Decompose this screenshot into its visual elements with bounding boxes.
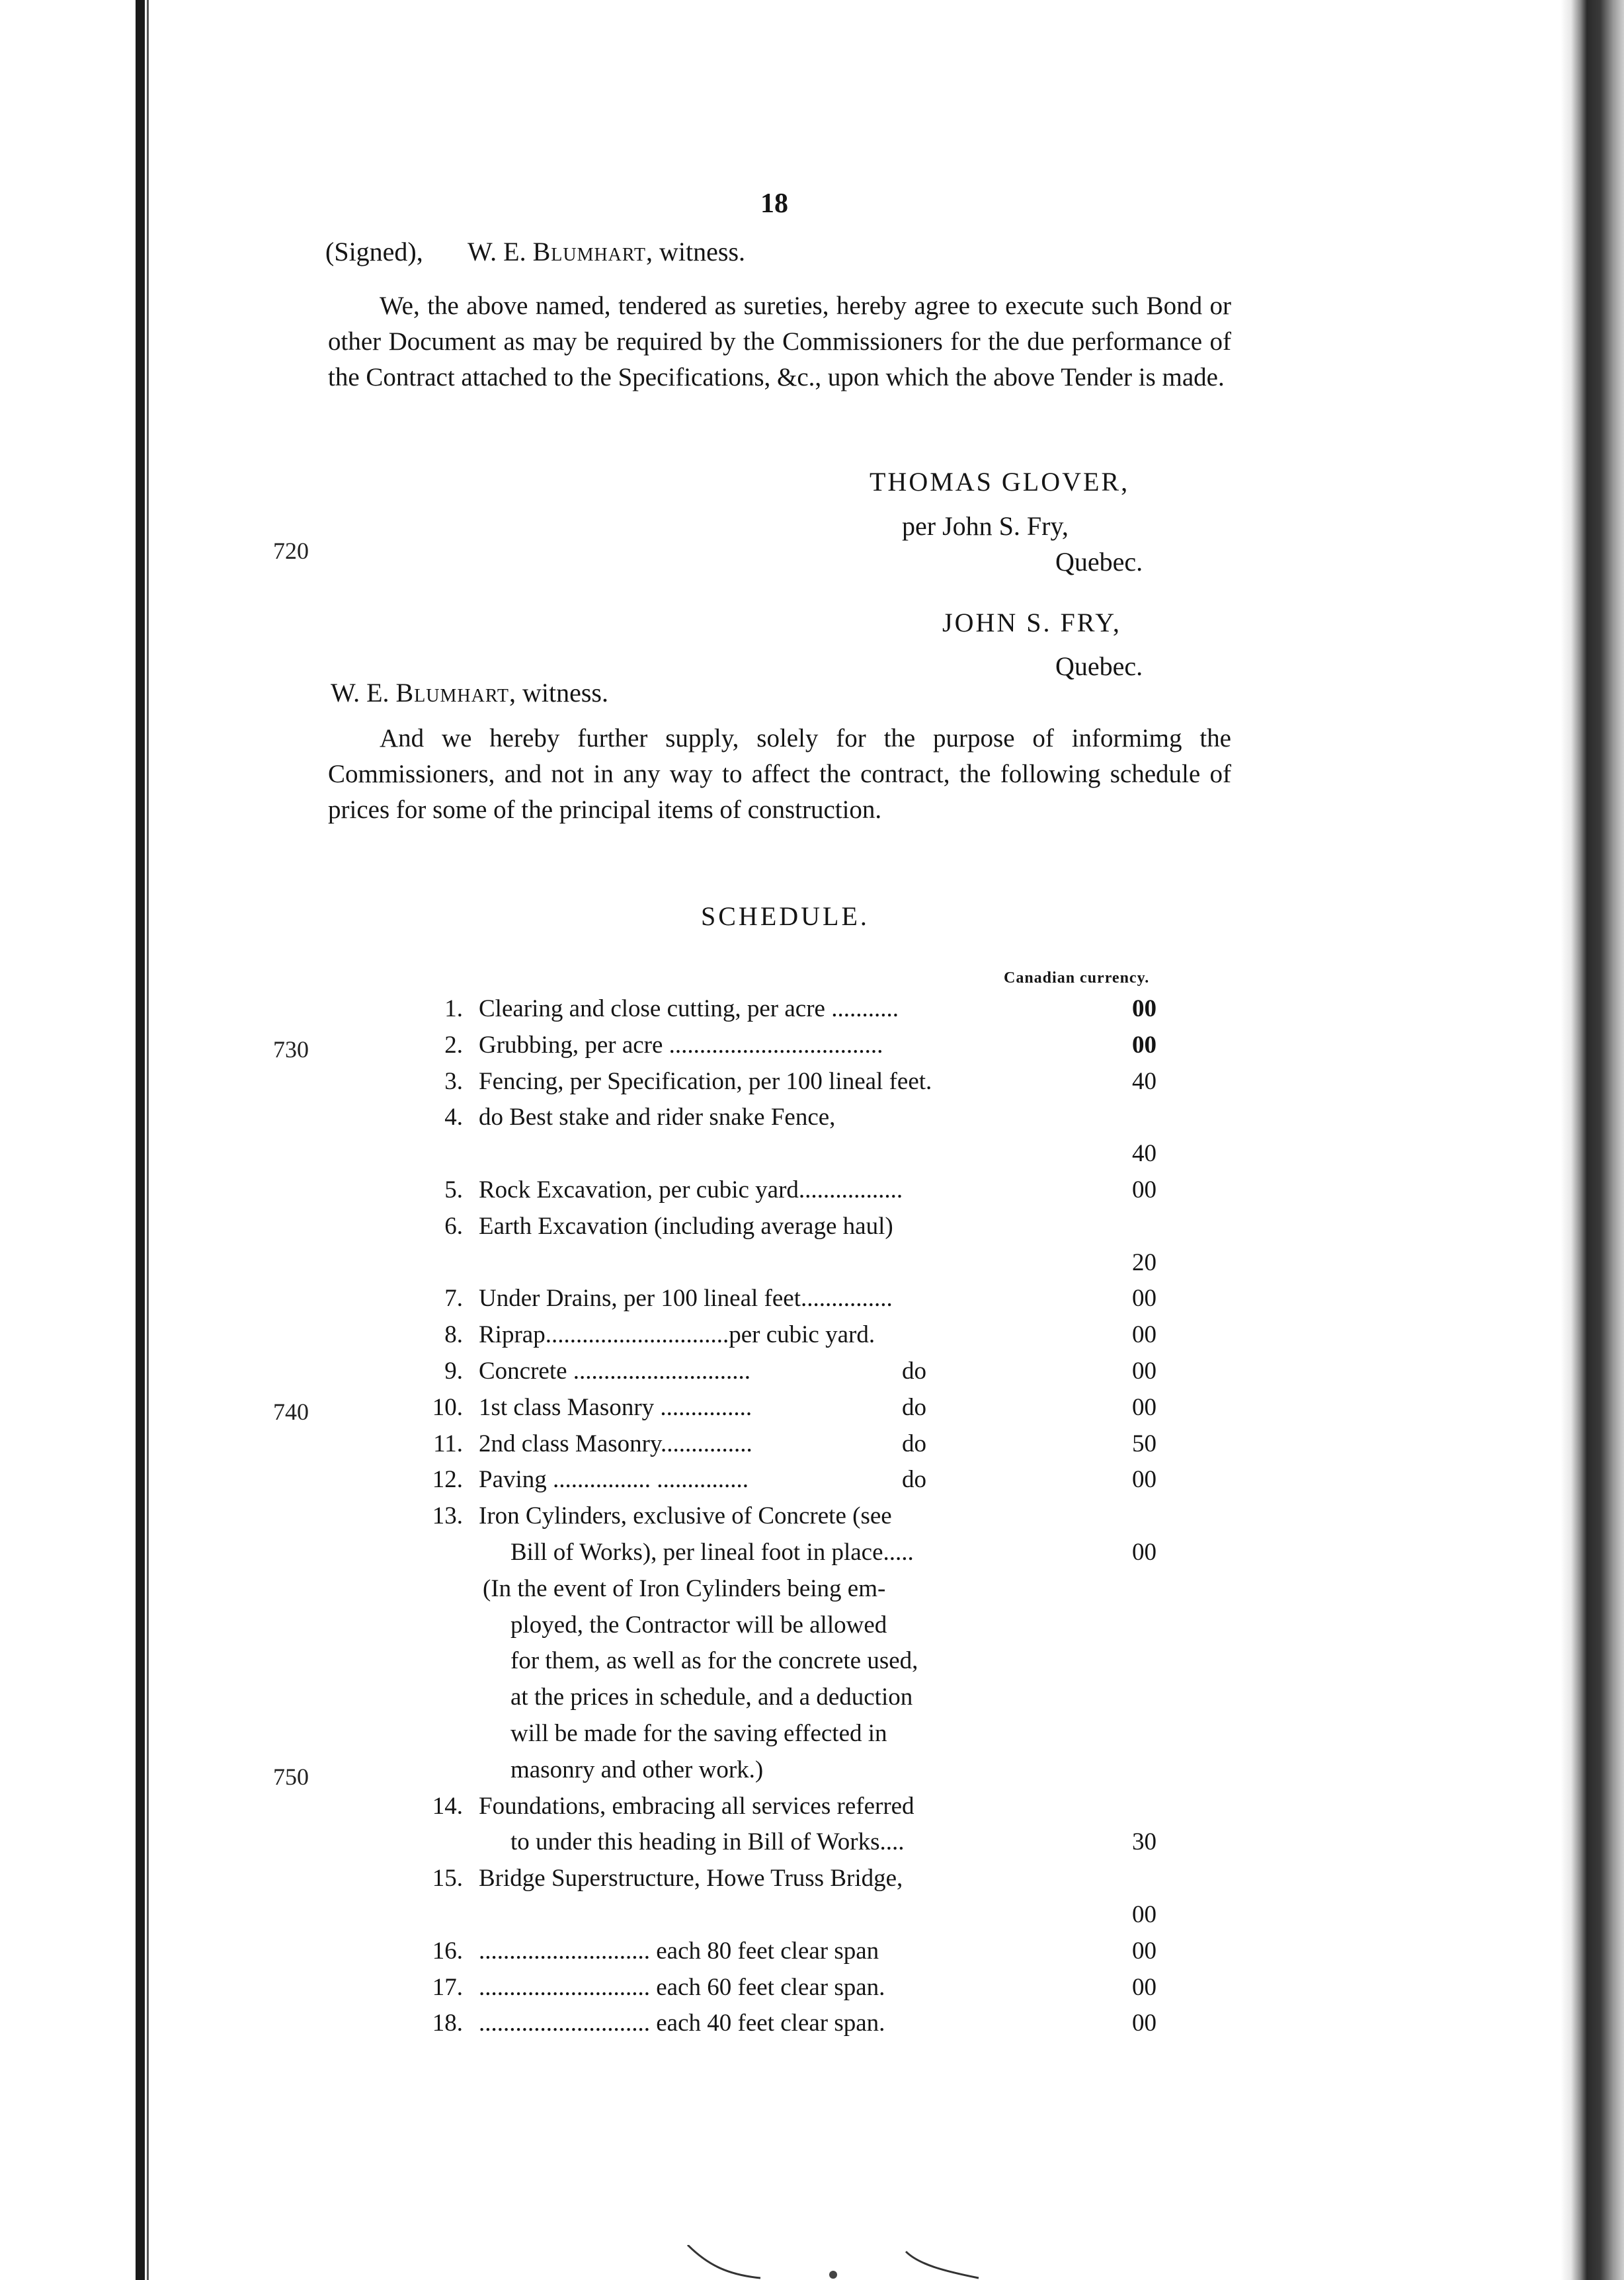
signature-john-fry: JOHN S. FRY, xyxy=(942,608,1121,637)
schedule-item-text: ............................ each 60 feet clear span. xyxy=(479,1973,885,2001)
schedule-amount-cents: 00 xyxy=(1132,1321,1157,1349)
scan-binding-edge xyxy=(136,0,145,2280)
schedule-item-text: 1st class Masonry ............... xyxy=(479,1393,752,1421)
schedule-ditto-mark: do xyxy=(902,1430,926,1457)
schedule-item-number: 7. xyxy=(444,1285,463,1313)
scan-page-edge xyxy=(1561,0,1624,2280)
schedule-ditto-mark: do xyxy=(902,1393,926,1421)
schedule-item-number: 10. xyxy=(432,1393,463,1421)
schedule-item-number: 6. xyxy=(444,1212,463,1240)
scan-binding-shadow xyxy=(147,0,149,2280)
schedule-amount-cents: 50 xyxy=(1132,1430,1157,1457)
signature-1-place: Quebec. xyxy=(1055,547,1143,577)
witness-suffix: , witness. xyxy=(508,678,608,708)
schedule-item-text: Paving ................ ............... xyxy=(479,1466,749,1494)
schedule-amount-cents: 20 xyxy=(1132,1248,1157,1276)
schedule-item-text: Fencing, per Specification, per 100 lineal feet. xyxy=(479,1067,932,1095)
signed-prefix: (Signed), xyxy=(325,237,423,266)
schedule-item-number: 9. xyxy=(444,1358,463,1385)
schedule-item-text: at the prices in schedule, and a deduction xyxy=(510,1684,913,1711)
scan-bottom-specks xyxy=(668,2245,998,2280)
schedule-item-text: do Best stake and rider snake Fence, xyxy=(479,1104,836,1131)
schedule-item-number: 5. xyxy=(444,1176,463,1203)
schedule-amount-cents: 00 xyxy=(1132,1901,1157,1928)
signature-2-place: Quebec. xyxy=(1055,651,1143,681)
schedule-amount-cents: 00 xyxy=(1132,1176,1157,1203)
sureties-paragraph: We, the above named, tendered as sureties, hereby agree to execute such Bond or other Document as may be required by the Commissioners for the due performance of the Contract attached to the Specifications, &c., upon which the above Tender is made. xyxy=(328,292,1231,391)
schedule-item-text: ployed, the Contractor will be allowed xyxy=(510,1611,887,1639)
schedule-ditto-mark: do xyxy=(902,1358,926,1385)
schedule-item-text: (In the event of Iron Cylinders being em- xyxy=(483,1574,886,1602)
schedule-title: SCHEDULE. xyxy=(701,901,870,931)
schedule-item-text: ............................ each 40 feet clear span. xyxy=(479,2010,885,2037)
schedule-item-text: Riprap..............................per cubic yard. xyxy=(479,1321,875,1349)
schedule-item-text: Bridge Superstructure, Howe Truss Bridge, xyxy=(479,1865,903,1893)
schedule-amount-cents: 00 xyxy=(1132,1358,1157,1385)
schedule-item-number: 2. xyxy=(444,1031,463,1059)
schedule-amount-cents: 40 xyxy=(1132,1140,1157,1168)
schedule-item-text: to under this heading in Bill of Works.... xyxy=(510,1828,905,1856)
schedule-item-text: masonry and other work.) xyxy=(510,1756,764,1783)
signed-line xyxy=(325,233,745,270)
schedule-item-text: 2nd class Masonry............... xyxy=(479,1430,752,1457)
schedule-item-number: 13. xyxy=(432,1502,463,1530)
schedule-amount-cents: 40 xyxy=(1132,1067,1157,1095)
margin-line-number: 730 xyxy=(273,1036,309,1063)
witness-initials: W. E. xyxy=(331,678,389,708)
schedule-item-number: 12. xyxy=(432,1466,463,1494)
schedule-amount-cents: 00 xyxy=(1132,1539,1157,1566)
schedule-amount-cents: 00 xyxy=(1132,2010,1157,2037)
schedule-item-number: 17. xyxy=(432,1973,463,2001)
schedule-item-number: 8. xyxy=(444,1321,463,1349)
schedule-item-text: will be made for the saving effected in xyxy=(510,1720,887,1747)
schedule-item-number: 4. xyxy=(444,1104,463,1131)
schedule-amount-cents: 00 xyxy=(1132,1031,1157,1059)
schedule-item-number: 15. xyxy=(432,1865,463,1893)
schedule-item-text: Iron Cylinders, exclusive of Concrete (see xyxy=(479,1502,892,1530)
schedule-amount-cents: 30 xyxy=(1132,1828,1157,1856)
signed-surname: Blumhart xyxy=(532,237,647,266)
schedule-item-text: Grubbing, per acre ................................... xyxy=(479,1031,883,1059)
further-paragraph: And we hereby further supply, solely for the purpose of informimg the Commissioners, and not in any way to affect the contract, the following schedule of prices for some of the principal items of construction. xyxy=(328,724,1231,824)
page-number: 18 xyxy=(760,188,788,219)
schedule-item-number: 18. xyxy=(432,2010,463,2037)
schedule-item-text: Earth Excavation (including average haul) xyxy=(479,1212,893,1240)
schedule-item-text: Bill of Works), per lineal foot in place..... xyxy=(510,1539,914,1566)
margin-line-number: 750 xyxy=(273,1764,309,1790)
margin-line-number: 720 xyxy=(273,538,309,564)
schedule-item-number: 11. xyxy=(433,1430,463,1457)
schedule-item-number: 14. xyxy=(432,1792,463,1820)
margin-line-number: 740 xyxy=(273,1399,309,1425)
signature-per: per John S. Fry, xyxy=(902,511,1069,541)
schedule-amount-cents: 00 xyxy=(1132,1285,1157,1313)
schedule-item-text: Under Drains, per 100 lineal feet............... xyxy=(479,1285,893,1313)
schedule-item-text: Clearing and close cutting, per acre ........... xyxy=(479,995,899,1022)
schedule-amount-cents: 00 xyxy=(1132,1937,1157,1965)
witness-line xyxy=(331,674,608,711)
schedule-item-number: 3. xyxy=(444,1067,463,1095)
schedule-item-text: Rock Excavation, per cubic yard................. xyxy=(479,1176,903,1203)
schedule-item-text: Concrete ............................. xyxy=(479,1358,751,1385)
schedule-amount-cents: 00 xyxy=(1132,1973,1157,2001)
witness-surname: Blumhart xyxy=(395,678,509,708)
schedule-amount-cents: 00 xyxy=(1132,1466,1157,1494)
signed-suffix: , witness. xyxy=(646,237,746,266)
currency-label: Canadian currency. xyxy=(1004,969,1150,987)
signature-thomas-glover: THOMAS GLOVER, xyxy=(870,467,1130,497)
schedule-item-text: ............................ each 80 feet clear span xyxy=(479,1937,879,1965)
schedule-amount-cents: 00 xyxy=(1132,995,1157,1022)
schedule-amount-cents: 00 xyxy=(1132,1393,1157,1421)
schedule-item-text: Foundations, embracing all services referred xyxy=(479,1792,914,1820)
schedule-item-text: for them, as well as for the concrete used, xyxy=(510,1647,918,1675)
schedule-item-number: 16. xyxy=(432,1937,463,1965)
schedule-ditto-mark: do xyxy=(902,1466,926,1494)
schedule-item-number: 1. xyxy=(444,995,463,1022)
signed-initials: W. E. xyxy=(467,237,526,266)
